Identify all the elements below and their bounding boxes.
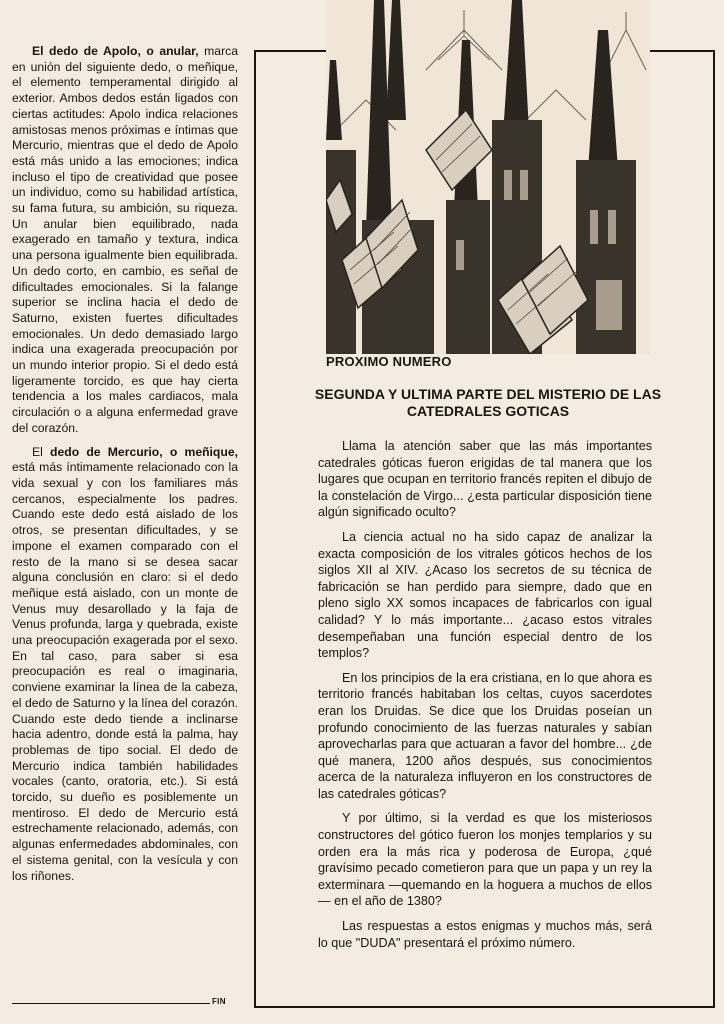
text-apolo: marca en unión del siguiente dedo, o meñique, el elemento temperamental dirigido al exterior. Ambos dedos están ligados con ciertas actitudes: Apolo indica relaciones amistosas menos próximas e íntimas que Mercurio, mientras que el dedo de Apolo está más unido a las emociones; indica incluso el tipo de creatividad que posee un individuo, como su habilidad artística, su fama futura, su ambición, su riqueza. Un anular bien equilibrado, nada exagerado en tamaño y textura, indica una persona igualmente bien equilibrada. Un dedo corto, en cambio, es señal de dificultades emocionales. Si la falange superior se inclina hacia el dedo de Saturno, existen fuertes dificultades emocionales. Un dedo demasiado largo indica una exagerada preocupación por un mundo interior propio. Si el dedo está ligeramente torcido, es que hay cierta tendencia a los males cardiacos, mala circulación o a alguna enfermedad grave del corazón. bbox=[12, 44, 239, 435]
term-mercurio: dedo de Mercurio, o meñique, bbox=[50, 444, 238, 459]
preview-paragraph: Las respuestas a estos enigmas y muchos más, será lo que "DUDA" presentará el próximo número. bbox=[318, 919, 652, 950]
term-apolo: El dedo de Apolo, o anular, bbox=[32, 44, 199, 58]
cathedral-illustration bbox=[326, 0, 650, 354]
prefix-mercurio: El bbox=[32, 444, 51, 459]
preview-headline: SEGUNDA Y ULTIMA PARTE DEL MISTERIO DE LAS CATEDRALES GOTICAS bbox=[314, 386, 662, 419]
preview-paragraph: Llama la atención saber que las más importantes catedrales góticas fueron erigidas de tal manera que los lugares que ocupan en territorio francés repiten el dibujo de la constelación de Virgo... ¿esta particular disposición tiene algún significado oculto? bbox=[318, 439, 652, 520]
preview-paragraph: Y por último, si la verdad es que los misteriosos constructores del gótico fueron los monjes templarios y su orden era la más rica y poderosa de Europa, ¿qué gravísimo pecado cometieron para que un papa y un rey la exterminara —quemando en la hoguera a muchos de ellos— en el año de 1380? bbox=[318, 811, 652, 909]
preview-paragraph: En los principios de la era cristiana, en lo que ahora es territorio francés habitaban los celtas, cuyos sacerdotes eran los Druidas. Se dice que los Druidas poseían un profundo conocimiento de las fuerzas naturales y sabían aprovecharlas para que actuaran a favor del hombre... ¿de qué manera, 1200 años después, sus conocimientos acerca de la naturaleza influyeron en los constructores de las catedrales góticas? bbox=[318, 670, 652, 801]
preview-body bbox=[318, 438, 652, 959]
paragraph-apolo bbox=[12, 44, 238, 437]
end-rule bbox=[12, 1003, 210, 1004]
text-mercurio: está más íntimamente relacionado con la vida sexual y con los familiares más cercanos, especialmente los padres. Cuando este dedo está aislado de los otros, se presentan dificultades, y se impone el examen comparado con el resto de la mano si se desea sacar alguna conclusión en claro: si el dedo meñique está aislado, con un monte de Venus muy desarollado y la faja de Venus profunda, larga y quebrada, existe una preocupación exagerada por el sexo. En tal caso, para saber si esa preocupación es real o imaginaria, conviene examinar la línea de la cabeza, el dedo de Saturno y la línea del corazón. Cuando este dedo tiende a inclinarse hacia adentro, donde está la palma, hay problemas de tipo social. El dedo de Mercurio indica también habilidades vocales (canto, oratoria, etc.). Si está torcido, su dueño es posiblemente un mentiroso. El dedo de Mercurio está estrechamente relacionado, además, con algunas enfermedades abdominales, con el sistema genital, con la vesícula y con los riñones. bbox=[12, 460, 238, 883]
end-mark: FIN bbox=[212, 997, 226, 1006]
paragraph-mercurio bbox=[12, 445, 238, 885]
article-column bbox=[12, 44, 238, 892]
preview-paragraph: La ciencia actual no ha sido capaz de analizar la exacta composición de los vitrales góticos hechos de los siglos XII al XIV. ¿Acaso los secretos de su técnica de fabricación se han perdido para siempre, dado que en pleno siglo XX somos incapaces de fabricarlos con igual calidad? Y lo más importante... ¿acaso estos vitrales desempeñaban una función especial dentro de los templos? bbox=[318, 529, 652, 661]
cathedral-icon bbox=[326, 0, 650, 354]
next-issue-label: PROXIMO NUMERO bbox=[326, 354, 452, 369]
